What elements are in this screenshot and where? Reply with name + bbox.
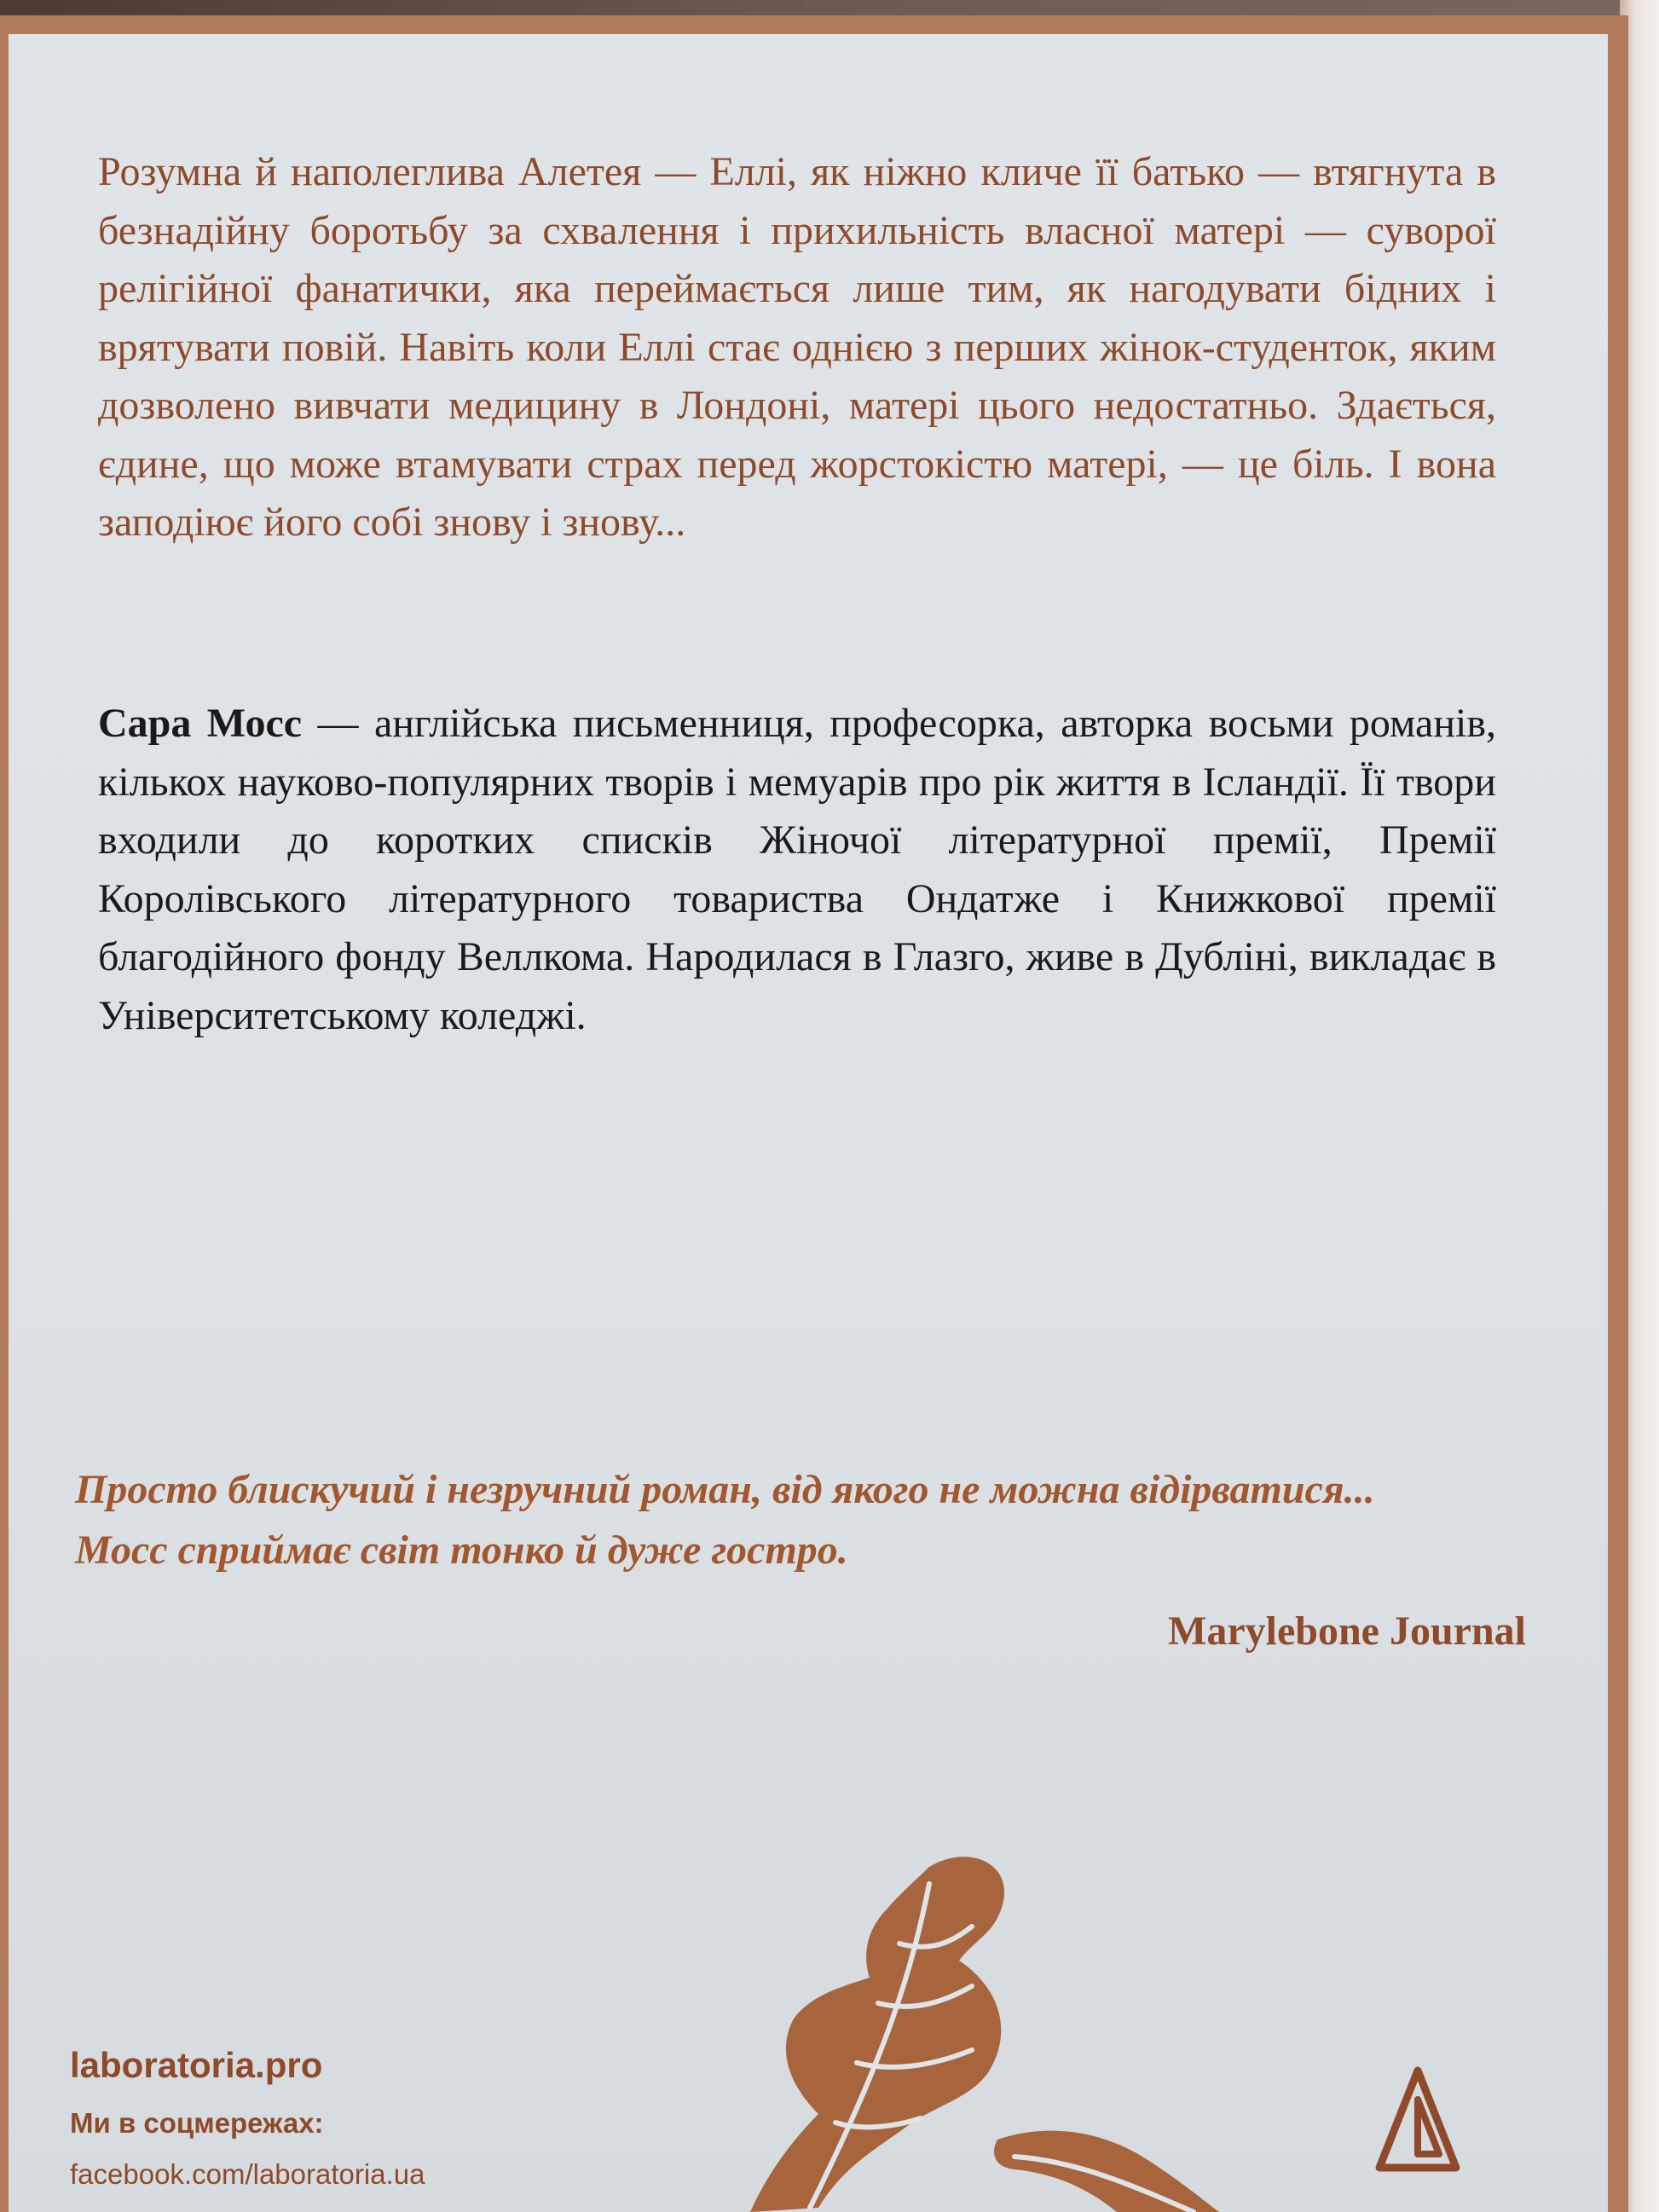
author-bio-text: — англійська письменниця, професорка, авторка восьми романів, кількох науково-популярних творів і мемуарів про рік життя в Ісландії. Її твори входили до коротких списків Жіночої літературної премії, Премії Королівського літературного товариства Ондатже і Книжкової премії благодійного фонду Веллкома. Народилася в Глазго, живе в Дубліні, викладає в Університетському коледжі. — [98, 701, 1497, 1038]
author-name: Сара Мосс — [98, 701, 303, 746]
review-quote-line-1: Просто блискучий і незручний роман, від якого не можна відірватися... — [75, 1467, 1375, 1512]
publisher-footer — [70, 2042, 547, 2200]
review-quote — [75, 1459, 1524, 1580]
social-label: Ми в соцмережах: — [70, 2107, 324, 2139]
review-source: Marylebone Journal — [1168, 1608, 1526, 1654]
publisher-site: laboratoria.pro — [70, 2045, 323, 2085]
social-link: facebook.com/laboratoria.ua — [70, 2158, 425, 2190]
book-annotation: Розумна й наполеглива Алетея — Еллі, як ніжно кличе її батько — втягнута в безнадійну боротьбу за схвалення і прихильність власної матері — суворої релігійної фанатички, яка переймається лише тим, як нагодувати бідних і врятувати повій. Навіть коли Еллі стає однією з перших жінок-студенток, яким дозволено вивчати медицину в Лондоні, матері цього недостатньо. Здається, єдине, що може втамувати страх перед жорстокістю матері, — це біль. І вона заподіює його собі знову і знову... — [98, 149, 1496, 545]
publisher-logo-icon — [1374, 2065, 1461, 2176]
author-bio — [98, 695, 1496, 1045]
leaf-illustration — [716, 1833, 1364, 2212]
review-quote-line-2: Мосс сприймає світ тонко й дуже гостро. — [75, 1528, 848, 1573]
